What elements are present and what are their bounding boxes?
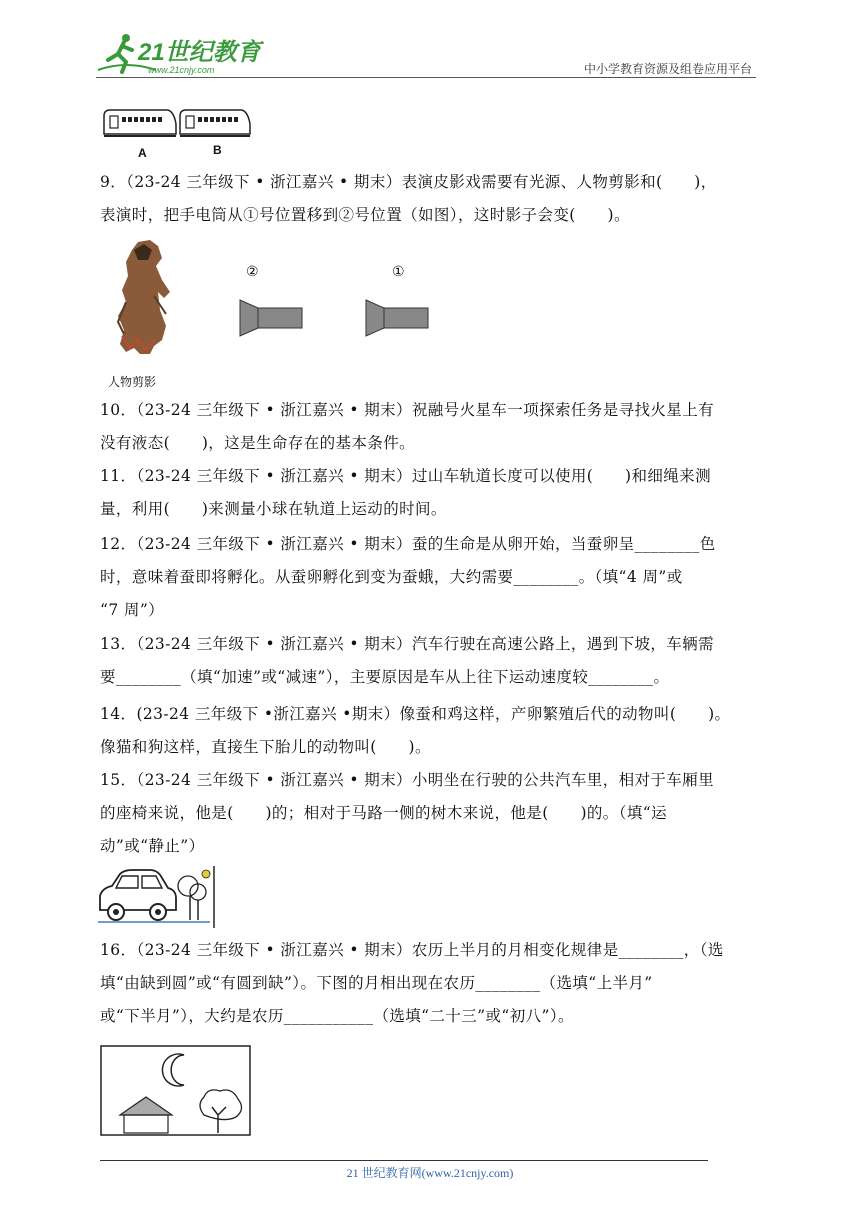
shadow-play-figure [104,236,444,392]
bus-tree-figure [98,866,220,930]
crescent-moon-icon [162,1054,184,1086]
train-label-a: A [138,146,147,160]
question-12 [100,528,760,627]
position-1-label: ① [392,264,405,280]
flashlight-1-icon [366,300,428,336]
position-2-label: ② [246,264,259,280]
question-line: 动”或“静止”） [100,837,205,855]
question-line: 时，意味着蚕即将孵化。从蚕卵孵化到变为蚕蛾，大约需要________。（填“4 周”或 [100,568,683,586]
tree-icon [178,876,206,920]
logo [96,30,266,78]
car-icon [100,870,176,920]
train-label-b: B [213,143,222,157]
question-15 [100,764,760,863]
header-divider [96,77,756,78]
question-line: 13．（23-24 三年级下 • 浙江嘉兴 • 期末）汽车行驶在高速公路上，遇到下坡，车辆需 [100,635,714,653]
question-line: 15．（23-24 三年级下 • 浙江嘉兴 • 期末）小明坐在行驶的公共汽车里，相对于车厢里 [100,771,714,789]
moon-phase-figure [100,1045,252,1137]
question-line: 14．(23-24 三年级下 •浙江嘉兴 •期末）像蚕和鸡这样，产卵繁殖后代的动物叫( )。 [100,705,731,723]
tree-icon [200,1090,242,1133]
logo-text: 21世纪教育 [138,39,261,66]
page-footer: 21 世纪教育网(www.21cnjy.com) [346,1166,514,1180]
puppet-silhouette-icon [118,240,170,354]
question-10 [100,394,760,460]
train-figure [102,104,252,160]
question-line: 的座椅来说，他是( )的；相对于马路一侧的树木来说，他是( )的。（填“运 [100,804,667,822]
question-line: 16．（23-24 三年级下 • 浙江嘉兴 • 期末）农历上半月的月相变化规律是________，（选 [100,941,724,959]
flashlight-2-icon [240,300,302,336]
house-icon [120,1097,172,1133]
page-header [96,30,756,78]
question-line: “7 周”） [100,601,165,619]
question-line: 10．（23-24 三年级下 • 浙江嘉兴 • 期末）祝融号火星车一项探索任务是寻找火星上有 [100,401,714,419]
platform-name: 中小学教育资源及组卷应用平台 [583,62,752,76]
question-line: 11．（23-24 三年级下 • 浙江嘉兴 • 期末）过山车轨道长度可以使用( )和细绳来测 [100,467,711,485]
question-13 [100,628,760,694]
question-line: 12．（23-24 三年级下 • 浙江嘉兴 • 期末）蚕的生命是从卵开始，当蚕卵呈________色 [100,535,716,553]
train-b-icon [180,110,250,136]
question-line: 要________（填“加速”或“减速”），主要原因是车从上往下运动速度较________。 [100,668,670,686]
question-line: 没有液态( )，这是生命存在的基本条件。 [100,434,415,452]
question-line: 9．（23-24 三年级下 • 浙江嘉兴 • 期末）表演皮影戏需要有光源、人物剪影和( )， [100,173,717,191]
question-11 [100,460,760,526]
question-16 [100,934,760,1033]
question-9 [100,166,760,232]
footer-divider [100,1160,708,1161]
question-14 [100,698,760,764]
logo-url: www.21cnjy.com [148,65,215,75]
question-line: 量，利用( )来测量小球在轨道上运动的时间。 [100,500,447,518]
train-a-icon [104,110,176,136]
question-line: 填“由缺到圆”或“有圆到缺”）。下图的月相出现在农历________（选填“上半月” [100,974,653,992]
question-line: 或“下半月”），大约是农历___________（选填“二十三”或“初八”）。 [100,1007,574,1025]
figure-caption: 人物剪影 [108,375,157,389]
sun-icon [202,870,210,878]
question-line: 像猫和狗这样，直接生下胎儿的动物叫( )。 [100,738,431,756]
question-line: 表演时，把手电筒从①号位置移到②号位置（如图），这时影子会变( )。 [100,206,630,224]
